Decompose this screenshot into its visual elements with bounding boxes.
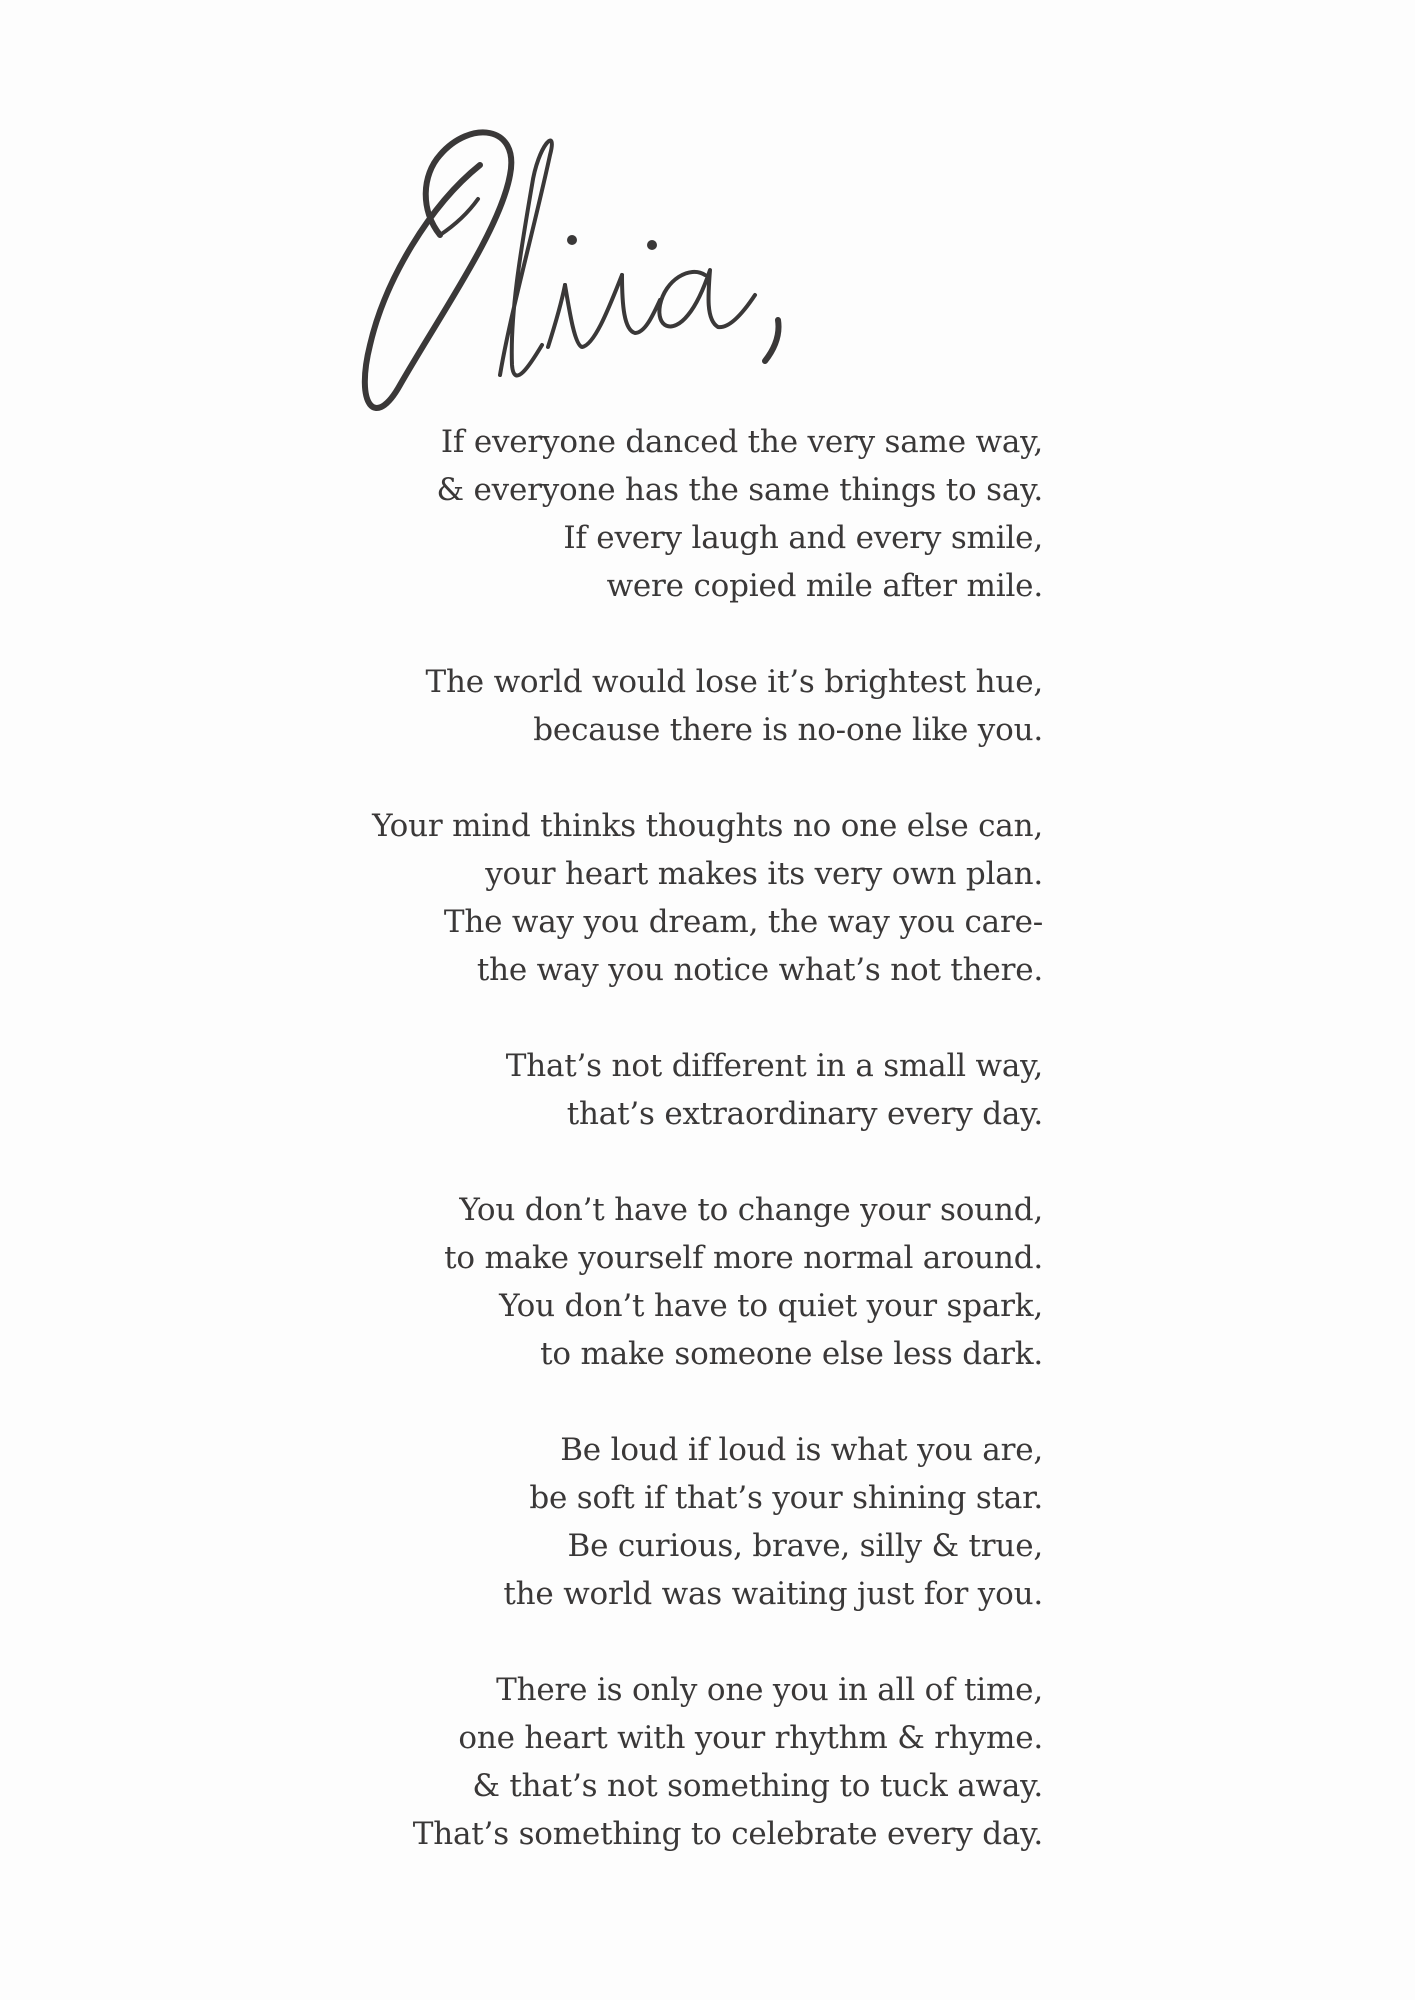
poem-line: Be curious, brave, silly & true, — [567, 1528, 1043, 1564]
poem-line: the way you notice what’s not there. — [476, 952, 1043, 988]
poem-stanza — [143, 1042, 1043, 1138]
poem-line: Be loud if loud is what you are, — [560, 1432, 1043, 1468]
poem-line: the world was waiting just for you. — [503, 1576, 1043, 1612]
poem-line: There is only one you in all of time, — [496, 1672, 1043, 1708]
poem-body — [143, 418, 1043, 1906]
poem-stanza — [143, 1426, 1043, 1618]
poem-line: were copied mile after mile. — [606, 568, 1043, 604]
poem-stanza — [143, 802, 1043, 994]
poem-line: You don’t have to quiet your spark, — [499, 1288, 1043, 1324]
poem-line: If everyone danced the very same way, — [440, 424, 1043, 460]
poem-line: to make yourself more normal around. — [444, 1240, 1043, 1276]
poem-stanza — [143, 658, 1043, 754]
poem-line: because there is no-one like you. — [533, 712, 1043, 748]
poem-line: to make someone else less dark. — [540, 1336, 1043, 1372]
poem-stanza — [143, 1666, 1043, 1858]
poem-line: You don’t have to change your sound, — [459, 1192, 1043, 1228]
name-heading-script — [360, 115, 920, 445]
poem-line: Your mind thinks thoughts no one else can, — [372, 808, 1043, 844]
name-heading-text: Olivia, — [360, 115, 363, 116]
poem-line: be soft if that’s your shining star. — [529, 1480, 1043, 1516]
poem-stanza — [143, 1186, 1043, 1378]
poem-line: & that’s not something to tuck away. — [472, 1768, 1043, 1804]
poem-line: That’s not different in a small way, — [505, 1048, 1043, 1084]
poem-line: If every laugh and every smile, — [563, 520, 1043, 556]
poem-stanza — [143, 418, 1043, 610]
poem-line: The world would lose it’s brightest hue, — [425, 664, 1043, 700]
poem-line: & everyone has the same things to say. — [436, 472, 1043, 508]
poem-line: your heart makes its very own plan. — [485, 856, 1043, 892]
poem-line: The way you dream, the way you care- — [443, 904, 1043, 940]
poem-line: That’s something to celebrate every day. — [412, 1816, 1043, 1852]
poem-line: one heart with your rhythm & rhyme. — [458, 1720, 1043, 1756]
poem-line: that’s extraordinary every day. — [566, 1096, 1043, 1132]
